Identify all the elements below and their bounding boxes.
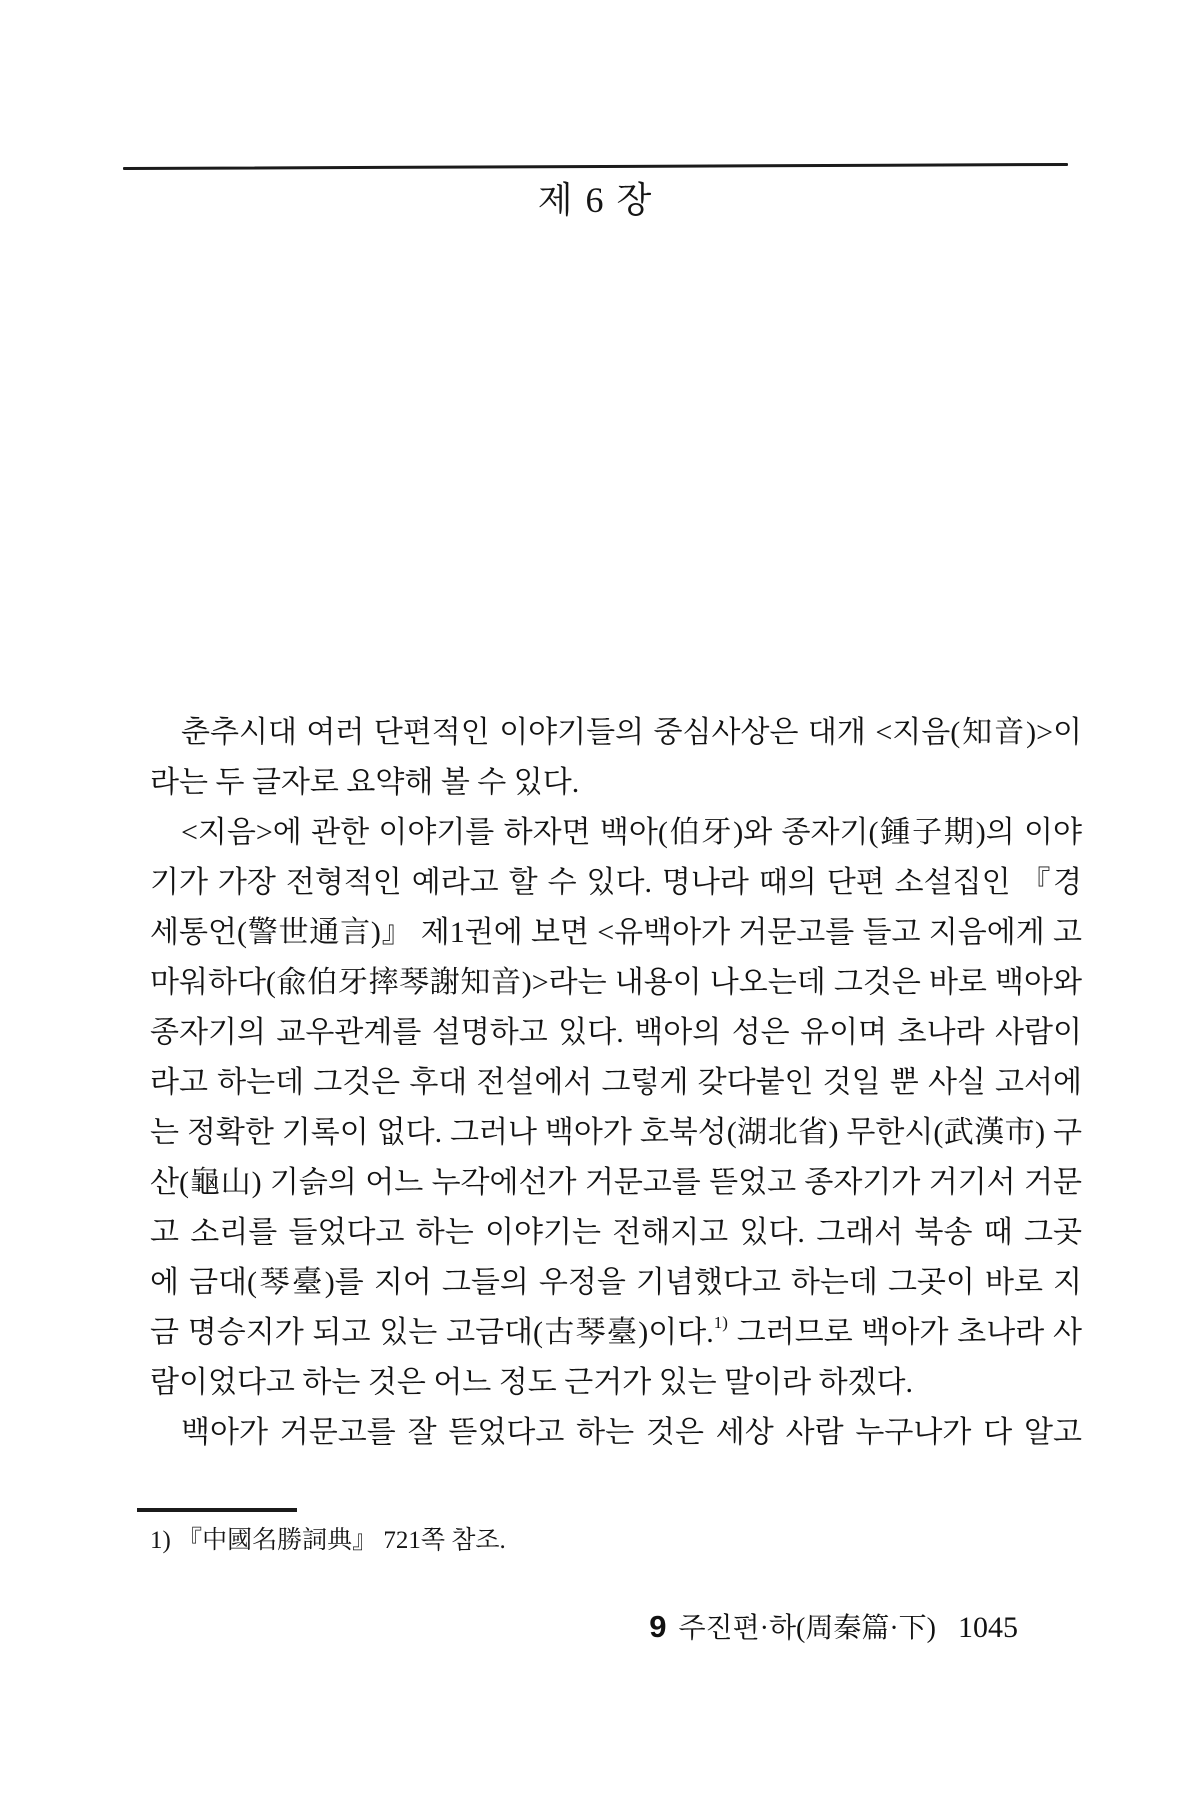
body-text — [150, 708, 1082, 1458]
footnote: 1) 『中國名勝詞典』 721쪽 참조. — [150, 1527, 506, 1554]
body-line: 는 정확한 기록이 없다. 그러나 백아가 호북성(湖北省) 무한시(武漢市) 구 — [150, 1116, 1082, 1149]
page-footer — [649, 1608, 1018, 1648]
body-line: 마워하다(兪伯牙摔琴謝知音)>라는 내용이 나오는데 그것은 바로 백아와 — [150, 966, 1082, 999]
body-line: 에 금대(琴臺)를 지어 그들의 우정을 기념했다고 하는데 그곳이 바로 지 — [150, 1266, 1082, 1299]
body-line: 고 소리를 들었다고 하는 이야기는 전해지고 있다. 그래서 북송 때 그곳 — [150, 1216, 1082, 1249]
body-line: 금 명승지가 되고 있는 고금대(古琴臺)이다.$^{1)}$ 그러므로 백아가 초나라 사 — [150, 1313, 1082, 1349]
footnote-divider-rule — [137, 1508, 297, 1512]
footer-section-title: 주진편·하(周秦篇·下) — [678, 1613, 936, 1644]
body-line: 기가 가장 전형적인 예라고 할 수 있다. 명나라 때의 단편 소설집인 『경 — [150, 866, 1082, 899]
chapter-title: 제 6 장 — [537, 180, 654, 220]
body-line: 산(龜山) 기슭의 어느 누각에선가 거문고를 뜯었고 종자기가 거기서 거문 — [150, 1166, 1082, 1199]
body-line: <지음>에 관한 이야기를 하자면 백아(伯牙)와 종자기(鍾子期)의 이야 — [181, 816, 1082, 849]
footer-page-number: 1045 — [958, 1611, 1018, 1644]
body-line: 라고 하는데 그것은 후대 전설에서 그렇게 갖다붙인 것일 뿐 사실 고서에 — [150, 1066, 1082, 1099]
footnote-reference: 1) — [713, 1313, 728, 1332]
chapter-divider-rule — [123, 163, 1068, 170]
footer-volume-number: 9 — [649, 1609, 667, 1644]
body-line: 람이었다고 하는 것은 어느 정도 근거가 있는 말이라 하겠다. — [150, 1366, 914, 1399]
body-line: 라는 두 글자로 요약해 볼 수 있다. — [150, 766, 580, 799]
body-line: 백아가 거문고를 잘 뜯었다고 하는 것은 세상 사람 누구나가 다 알고 — [181, 1416, 1082, 1449]
body-line: 춘추시대 여러 단편적인 이야기들의 중심사상은 대개 <지음(知音)>이 — [181, 716, 1082, 749]
body-line: 종자기의 교우관계를 설명하고 있다. 백아의 성은 유이며 초나라 사람이 — [150, 1016, 1082, 1049]
body-line: 세통언(警世通言)』 제1권에 보면 <유백아가 거문고를 들고 지음에게 고 — [150, 916, 1082, 949]
